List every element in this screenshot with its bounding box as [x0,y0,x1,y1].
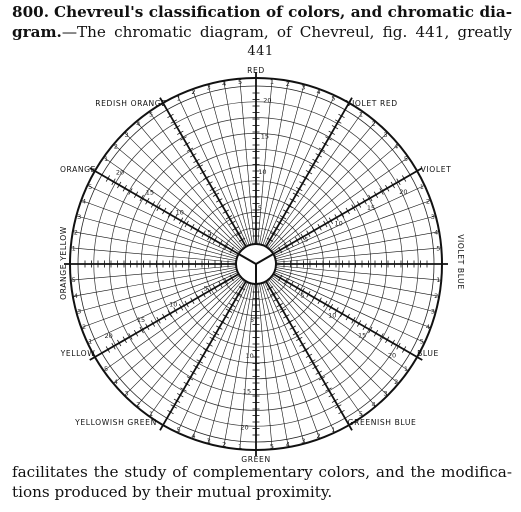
scale-number: 5 [300,291,305,300]
scale-number: 10 [245,351,254,360]
scale-number: 5 [203,284,208,293]
label-green: GREEN [241,455,271,464]
rim-number: 3 [301,436,306,445]
rim-number: 4 [73,291,78,300]
label-yellowish-green: YELLOWISH GREEN [75,418,157,427]
rim-number: 1 [237,442,243,451]
rim-number: 3 [430,307,435,316]
rim-number: 2 [136,400,141,409]
rim-number: 2 [222,440,227,449]
label-greenish-blue: GREENISH BLUE [347,418,417,427]
rim-number: 2 [81,322,87,331]
radial-line [275,216,435,259]
rim-number: 4 [434,228,439,237]
radial-line [71,248,236,262]
radial-line [272,157,408,252]
rim-number: 2 [425,197,431,206]
radial-line [276,266,441,280]
label-red: RED [247,66,265,75]
radial-line [73,269,236,312]
rim-number: 5 [403,155,408,164]
rim-number: 3 [383,130,388,139]
rim-number: 4 [394,142,399,151]
rim-number: 5 [176,426,181,435]
figure-number: 441 [247,44,274,59]
radial-line [176,282,247,435]
rim-number: 2 [191,88,196,97]
scale-number: 15 [357,331,367,340]
rim-number: 5 [148,110,154,119]
rim-number: 5 [331,94,336,103]
radial-line [73,232,236,261]
radial-line [148,280,244,419]
radial-line [71,266,236,280]
radial-line [124,278,241,395]
radial-line [104,275,240,370]
radial-line [73,267,236,296]
radial-line [177,95,247,245]
rim-number: 5 [71,276,76,285]
rim-number: 5 [419,337,424,346]
rim-number: 1 [269,77,275,86]
paragraph-text: —The chromatic diagram, of Chevreul, fig. 441, greatly [61,23,512,41]
rim-number: 5 [237,77,243,86]
rim-number: 5 [269,442,275,451]
rim-number: 1 [104,155,109,164]
rim-number: 5 [436,244,441,253]
rim-number: 1 [148,410,154,419]
scale-number: 15 [242,387,252,396]
label-violet-blue: VIOLET BLUE [456,234,465,290]
radial-line [208,84,251,244]
label-blue: BLUE [417,349,439,358]
rim-number: 2 [394,377,399,386]
scale-number: 20 [115,168,125,177]
label-orange-yellow: ORANGE YELLOW [59,226,68,300]
radial-line [208,283,254,443]
radial-line [270,278,387,395]
rim-number: 2 [285,79,290,88]
scale-number: 15 [260,132,270,141]
radial-line [259,284,288,447]
diagram-grid [64,72,448,456]
radial-line [261,84,304,244]
rim-number: 3 [430,212,435,221]
rim-number: 2 [316,432,321,441]
rim-number: 5 [358,410,364,419]
rim-number: 4 [285,440,290,449]
radial-line [224,81,253,244]
radial-line [270,132,387,249]
scale-number: 5 [304,235,309,244]
radial-line [267,280,364,419]
rim-number: 4 [136,120,141,129]
rim-number: 5 [88,182,93,191]
scale-number: 20 [399,188,408,197]
scale-number: 10 [334,219,343,228]
scale-number: 20 [387,351,397,360]
rim-number: 1 [88,337,93,346]
rim-number: 3 [77,307,82,316]
radial-line [276,232,439,261]
rim-number: 4 [316,88,321,97]
rim-number: 3 [77,212,82,221]
rim-number: 2 [434,291,439,300]
rim-number: 3 [206,83,211,92]
rim-number: 1 [331,426,336,435]
paragraph-title: Chevreul's classification of colors, and chromatic dia- [54,3,513,21]
radial-line [267,112,362,248]
scale-number: 15 [145,188,155,197]
label-orange: ORANGE [59,165,97,174]
radial-line [73,216,236,259]
paragraph-number: 800. [12,3,49,21]
rim-number: 4 [191,432,196,441]
radial-line [149,112,244,248]
radial-line [264,95,334,245]
scale-number: 20 [240,423,249,432]
continuation-line-1: facilitates the study of complementary colors, and the modifica- [12,463,512,481]
radial-line [237,77,254,244]
radial-line [274,272,424,342]
scale-number: 10 [258,168,267,177]
label-yellow: YELLOW [60,349,96,358]
radial-line [276,248,441,262]
continuation-paragraph [12,462,512,502]
rim-number: 2 [73,228,78,237]
scale-number: 5 [207,228,212,237]
rim-number: 4 [371,400,376,409]
rim-number: 1 [436,276,441,285]
rim-number: 3 [301,83,306,92]
scale-number: 10 [169,300,178,309]
scale-number: 15 [366,203,376,212]
radial-line [124,132,241,249]
continuation-line-2: tions produced by their mutual proximity. [12,483,333,501]
rim-number: 3 [383,389,388,398]
rim-number: 2 [371,120,376,129]
rim-number: 4 [81,197,87,206]
scale-number: 5 [250,315,255,324]
rim-number: 5 [104,365,109,374]
rim-number: 1 [176,94,181,103]
radial-line [264,282,337,435]
label-reddish-orange: REDISH ORANGE [95,99,167,108]
radial-line [87,182,237,255]
label-violet-red: VIOLET RED [346,99,398,108]
rim-number: 1 [71,244,76,253]
scale-number: 10 [328,311,337,320]
rim-number: 3 [124,130,129,139]
scale-number: 20 [263,96,272,105]
radial-line [258,284,275,451]
rim-number: 1 [358,110,364,119]
paragraph-title-end: gram. [12,23,62,41]
rim-number: 4 [113,377,118,386]
rim-number: 3 [206,436,211,445]
label-violet: VIOLET [420,165,452,174]
scale-number: 20 [104,331,113,340]
scale-number: 10 [175,208,184,217]
scale-number: 5 [257,204,262,213]
rim-number: 1 [403,365,408,374]
scale-number: 15 [136,316,146,325]
radial-line [261,283,304,443]
rim-number: 1 [419,182,424,191]
rim-number: 2 [113,142,118,151]
rim-number: 3 [124,389,129,398]
rim-number: 4 [222,79,227,88]
rim-number: 4 [425,322,431,331]
radial-line [259,81,288,244]
